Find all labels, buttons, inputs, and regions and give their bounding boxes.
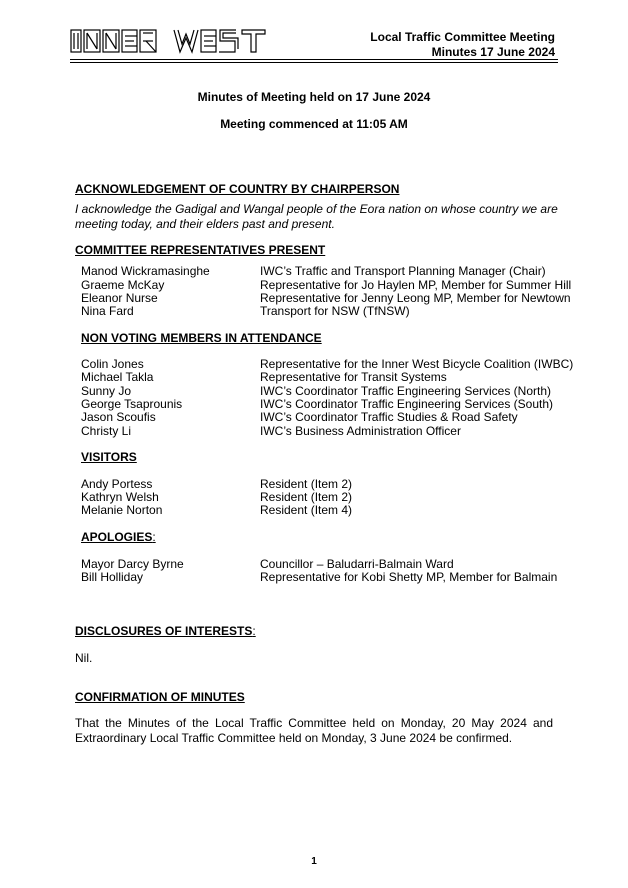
apology-row: Bill Holliday Representative for Kobi Shetty MP, Member for Balmain [81, 570, 558, 584]
visitor-row: Kathryn Welsh Resident (Item 2) [81, 490, 353, 504]
non-voting-heading: NON VOTING MEMBERS IN ATTENDANCE [81, 331, 322, 345]
committee-row: Manod Wickramasinghe IWC’s Traffic and Transport Planning Manager (Chair) [81, 264, 546, 278]
page-number: 1 [311, 856, 317, 867]
apologies-heading: APOLOGIES: [81, 530, 156, 544]
apology-row: Mayor Darcy Byrne Councillor – Baludarri-Balmain Ward [81, 557, 454, 571]
committee-row: Nina Fard Transport for NSW (TfNSW) [81, 304, 410, 318]
visitor-row: Andy Portess Resident (Item 2) [81, 477, 353, 491]
committee-row: Graeme McKay Representative for Jo Haylen MP, Member for Summer Hill [81, 278, 572, 292]
visitors-heading: VISITORS [81, 450, 137, 464]
inner-west-logo [70, 28, 270, 54]
visitor-row: Melanie Norton Resident (Item 4) [81, 503, 353, 517]
disclosures-text: Nil. [75, 651, 93, 665]
non-voting-row: Colin Jones Representative for the Inner West Bicycle Coalition (IWBC) [81, 357, 574, 371]
confirmation-heading: CONFIRMATION OF MINUTES [75, 690, 245, 704]
disclosures-heading: DISCLOSURES OF INTERESTS: [75, 624, 256, 638]
header-title: Local Traffic Committee Meeting [370, 30, 555, 44]
meeting-commenced: Meeting commenced at 11:05 AM [220, 117, 408, 131]
document-header [370, 30, 555, 60]
acknowledgement-text: I acknowledge the Gadigal and Wangal people of the Eora nation on whose country we are meeting today, and their elders past and present. [75, 202, 558, 231]
committee-row: Eleanor Nurse Representative for Jenny Leong MP, Member for Newtown [81, 291, 571, 305]
minutes-title: Minutes of Meeting held on 17 June 2024 [197, 90, 431, 104]
non-voting-row: Jason Scoufis IWC’s Coordinator Traffic Studies & Road Safety [81, 410, 518, 424]
header-rule [70, 59, 558, 60]
non-voting-row: Sunny Jo IWC’s Coordinator Traffic Engineering Services (North) [81, 384, 551, 398]
acknowledgement-heading: ACKNOWLEDGEMENT OF COUNTRY BY CHAIRPERSON [75, 182, 400, 196]
header-rule-thin [70, 62, 558, 63]
non-voting-row: Michael Takla Representative for Transit Systems [81, 370, 447, 384]
non-voting-row: Christy Li IWC’s Business Administration Officer [81, 424, 461, 438]
committee-heading: COMMITTEE REPRESENTATIVES PRESENT [75, 243, 326, 257]
header-subtitle: Minutes 17 June 2024 [431, 45, 555, 59]
confirmation-text: That the Minutes of the Local Traffic Committee held on Monday, 20 May 2024 and Extraordinary Local Traffic Committee held on Monday, 3 June 2024 be confirmed. [75, 716, 553, 745]
non-voting-row: George Tsaprounis IWC’s Coordinator Traffic Engineering Services (South) [81, 397, 554, 411]
